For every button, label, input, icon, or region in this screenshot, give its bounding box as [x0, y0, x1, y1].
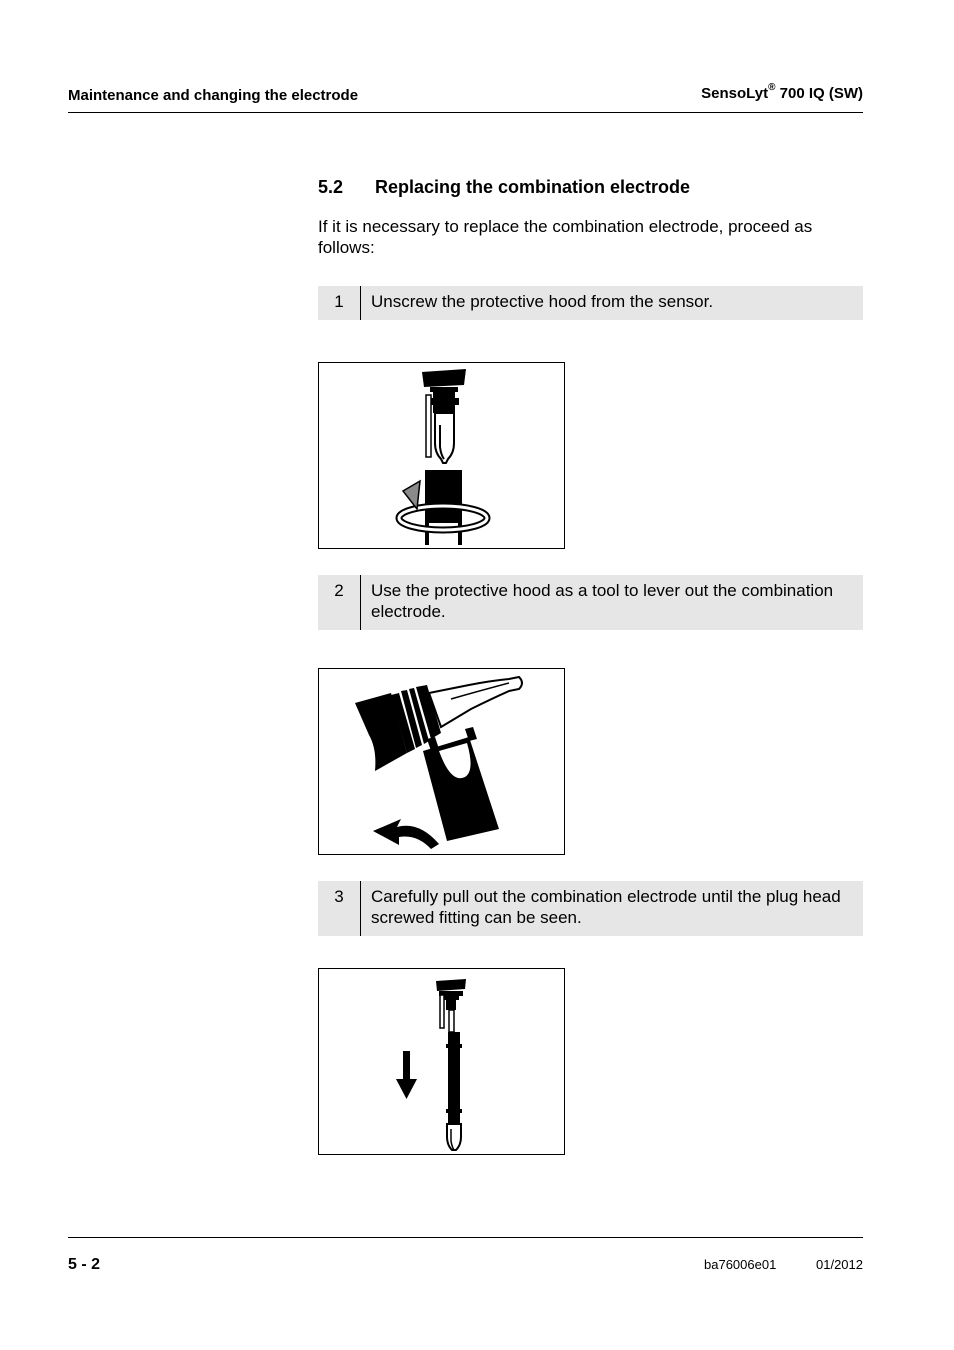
- figure-pull-electrode: [318, 968, 565, 1155]
- page-number: 5 - 2: [68, 1256, 101, 1273]
- sensor-unscrew-illustration: [319, 363, 564, 548]
- step-1: [318, 286, 863, 320]
- footer-rule: [68, 1237, 863, 1238]
- hood-lever-illustration: [319, 669, 564, 854]
- step-text: Unscrew the protective hood from the sensor.: [371, 292, 714, 311]
- product-name: SensoLyt: [701, 85, 769, 102]
- electrode-pull-illustration: [319, 969, 564, 1154]
- running-header-product: [701, 84, 863, 102]
- step-text: Carefully pull out the combination electrode until the plug head screwed fitting can be seen.: [371, 887, 841, 927]
- registered-mark: ®: [768, 82, 776, 93]
- product-model: 700 IQ (SW): [775, 85, 863, 102]
- section-heading: [318, 177, 690, 198]
- step-number: 1: [318, 286, 361, 320]
- running-header-chapter: Maintenance and changing the electrode: [68, 87, 359, 104]
- step-3: [318, 881, 863, 936]
- section-title: Replacing the combination electrode: [375, 177, 691, 197]
- document-id: ba76006e01: [704, 1257, 777, 1272]
- intro-paragraph: If it is necessary to replace the combination electrode, proceed as follows:: [318, 217, 813, 257]
- figure-unscrew-hood: [318, 362, 565, 549]
- figure-lever-electrode: [318, 668, 565, 855]
- step-number: 2: [318, 575, 361, 630]
- step-text: Use the protective hood as a tool to lever out the combination electrode.: [371, 581, 834, 621]
- header-rule: [68, 112, 863, 113]
- document-date: 01/2012: [816, 1257, 863, 1272]
- step-number: 3: [318, 881, 361, 936]
- step-2: [318, 575, 863, 630]
- section-number: 5.2: [318, 177, 344, 197]
